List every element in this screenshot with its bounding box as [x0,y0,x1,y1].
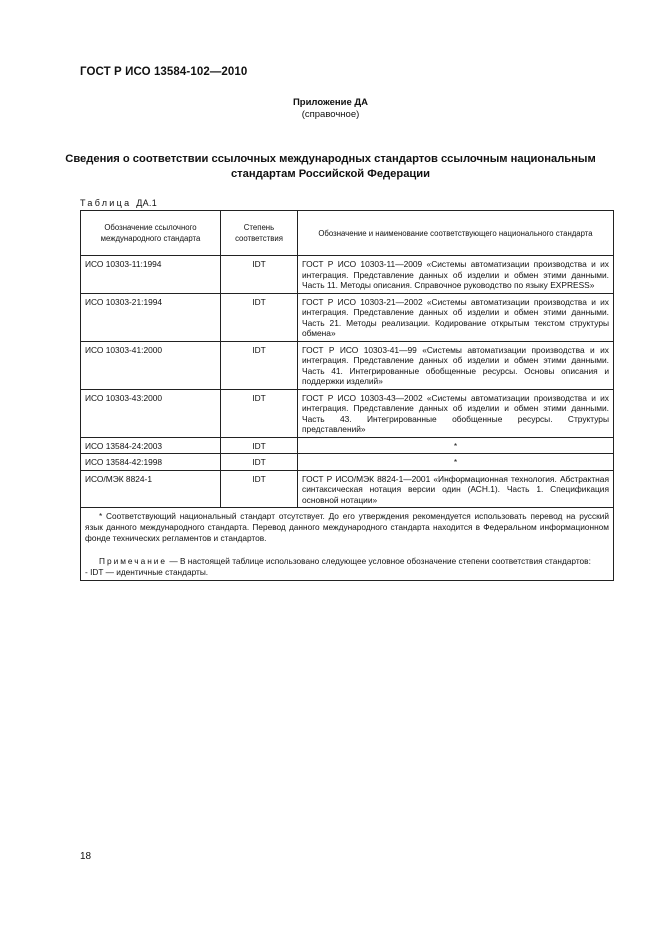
header-iso: Обозначение ссылочного международного стандарта [81,211,221,256]
cell-iso: ИСО 10303-41:2000 [81,341,221,389]
table-note [85,556,609,567]
appendix-subtitle: (справочное) [301,109,360,120]
cell-iso: ИСО 10303-43:2000 [81,389,221,437]
cell-national: ГОСТ Р ИСО/МЭК 8824-1—2001 «Информационная технология. Абстрактная синтаксическая нотация версии один (АСН.1). Часть 1. Спецификация основной нотации» [298,470,614,508]
cell-national: * [298,437,614,454]
cell-iso: ИСО/МЭК 8824-1 [81,470,221,508]
header-degree: Степень соответствия [221,211,298,256]
table-row [81,454,614,471]
table-row [81,437,614,454]
page-number: 18 [80,851,92,862]
note-text: — В настоящей таблице использовано следующее условное обозначение степени соответствия стандартов: [167,556,591,566]
cell-iso: ИСО 13584-42:1998 [81,454,221,471]
table-header-row [81,211,614,256]
table-caption-number: ДА.1 [136,198,158,208]
cell-iso: ИСО 10303-11:1994 [81,256,221,294]
cell-national: ГОСТ Р ИСО 10303-21—2002 «Системы автоматизации производства и их интеграция. Представление данных об изделии и обмен этими данными. Часть 21. Методы реализации. Кодирование открытым текстом структуры обмена» [298,293,614,341]
footnote-text: * Соответствующий национальный стандарт отсутствует. До его утверждения рекомендуется использовать перевод на русский язык данного международного стандарта. Перевод данного международного стандарта находится в Федеральном информационном фонде технических регламентов и стандартов. [85,511,609,543]
table-caption [80,198,157,208]
table-row [81,389,614,437]
document-header: ГОСТ Р ИСО 13584-102—2010 [80,66,248,78]
cell-degree: IDT [221,341,298,389]
header-national: Обозначение и наименование соответствующего национального стандарта [298,211,614,256]
table-footnote-cell [81,508,614,581]
appendix-heading [0,97,661,121]
table-caption-label: Таблица [80,198,132,208]
table-row [81,293,614,341]
section-title: Сведения о соответствии ссылочных международных стандартов ссылочным национальным стандартам Российской Федерации [65,153,596,180]
cell-degree: IDT [221,293,298,341]
table-row [81,256,614,294]
cell-degree: IDT [221,389,298,437]
cell-degree: IDT [221,454,298,471]
table-row [81,470,614,508]
cell-iso: ИСО 13584-24:2003 [81,437,221,454]
cell-national: ГОСТ Р ИСО 10303-11—2009 «Системы автоматизации производства и их интеграция. Представление данных об изделии и обмен этими данными. Часть 11. Методы описания. Справочное руководство по языку EXPRESS» [298,256,614,294]
table-footnote-row [81,508,614,581]
cell-national: * [298,454,614,471]
table-row [81,341,614,389]
cell-national: ГОСТ Р ИСО 10303-41—99 «Системы автоматизации производства и их интеграция. Представление данных об изделии и обмен этими данными. Часть 41. Интегрированные обобщенные ресурсы. Основы описания и поддержки изделий» [298,341,614,389]
appendix-title: Приложение ДА [292,97,369,108]
note-item: - IDT — идентичные стандарты. [85,567,209,577]
cell-national: ГОСТ Р ИСО 10303-43—2002 «Системы автоматизации производства и их интеграция. Представление данных об изделии и обмен этими данными. Часть 43. Интегрированные обобщенные ресурсы. Структуры представлений» [298,389,614,437]
cell-degree: IDT [221,437,298,454]
cell-degree: IDT [221,256,298,294]
cell-iso: ИСО 10303-21:1994 [81,293,221,341]
cell-degree: IDT [221,470,298,508]
correspondence-table [80,210,614,581]
note-label: Примечание [99,556,168,566]
